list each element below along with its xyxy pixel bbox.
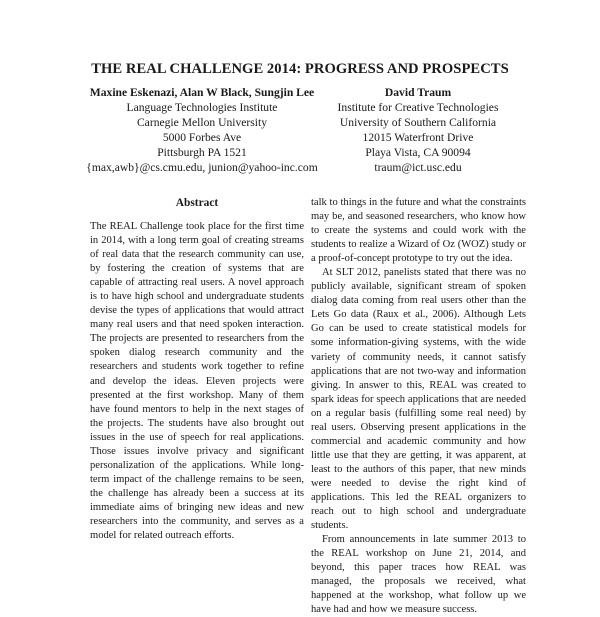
affiliation-line: Carnegie Mellon University (136, 115, 268, 129)
email-line: {max,awb}@cs.cmu.edu, junion@yahoo-inc.com (86, 160, 318, 174)
affiliation-line: Language Technologies Institute (126, 100, 278, 114)
abstract-text: The REAL Challenge took place for the first time in 2014, with a long term goal of creating streams of real data that the research community can use, by fostering the creation of systems that are capable of attracting real users. A novel approach is to have high school and undergraduate students devise the types of applications that would attract many real users and that need spoken interaction. The projects are presented to researchers from the spoken dialog research community and the researchers and students work together to refine and develop the ideas. Eleven projects were presented at the first workshop. Many of them have found mentors to help in the next stages of the projects. The students have also brought out issues in the use of speech for real applications. Those issues involve privacy and significant personalization of the applications. While long-term impact of the challenge remains to be seen, the challenge has already been a success at its immediate aims of bringing new ideas and new researchers into the community, and serves as a model for related outreach efforts. (90, 221, 304, 542)
author-block-cmu (82, 86, 322, 175)
abstract-heading: Abstract (175, 197, 219, 209)
body-paragraph: At SLT 2012, panelists stated that there was no publicly available, significant stream of spoken dialog data coming from real users other than the Lets Go data (Raux et al., 2006). Although Lets Go can be used to create statistical models for some information-giving systems, with the wide variety of community needs, it cannot satisfy applications that are not two-way and information giving. In answer to this, REAL was created to spark ideas for speech applications that are needed on a regular basis (fulfilling some real need) by real users. Observing present applications in the commercial and academic community and how little use that they are getting, it was apparent, at least to the authors of this paper, that new minds were needed to devise the right kind of applications. This led the REAL organizers to reach out to high school and undergraduate students. (311, 267, 526, 532)
address-line: Pittsburgh PA 1521 (157, 145, 247, 159)
address-line: 12015 Waterfront Drive (362, 130, 474, 144)
affiliation-line: University of Southern California (339, 115, 497, 129)
author-names: Maxine Eskenazi, Alan W Black, Sungjin Lee (89, 86, 315, 99)
right-column (311, 196, 526, 617)
left-column (90, 196, 304, 543)
body-paragraph: From announcements in late summer 2013 to the REAL workshop on June 21, 2014, and beyond, this paper traces how REAL was managed, the proposals we received, what happened at the workshop, what follow up we have had and how we measure success. (311, 534, 526, 616)
email-line: traum@ict.usc.edu (374, 160, 462, 174)
affiliation-line: Institute for Creative Technologies (337, 100, 499, 114)
author-block-usc (318, 86, 518, 175)
address-line: 5000 Forbes Ave (162, 130, 242, 144)
author-names: David Traum (384, 86, 452, 99)
paper-title: THE REAL CHALLENGE 2014: PROGRESS AND PROSPECTS (91, 61, 509, 77)
address-line: Playa Vista, CA 90094 (365, 145, 471, 159)
body-paragraph: talk to things in the future and what the constraints may be, and seasoned researchers, who know how to create the systems and could work with the students to realize a Wizard of Oz (WOZ) study or a proof-of-concept prototype to try out the idea. (311, 197, 526, 265)
